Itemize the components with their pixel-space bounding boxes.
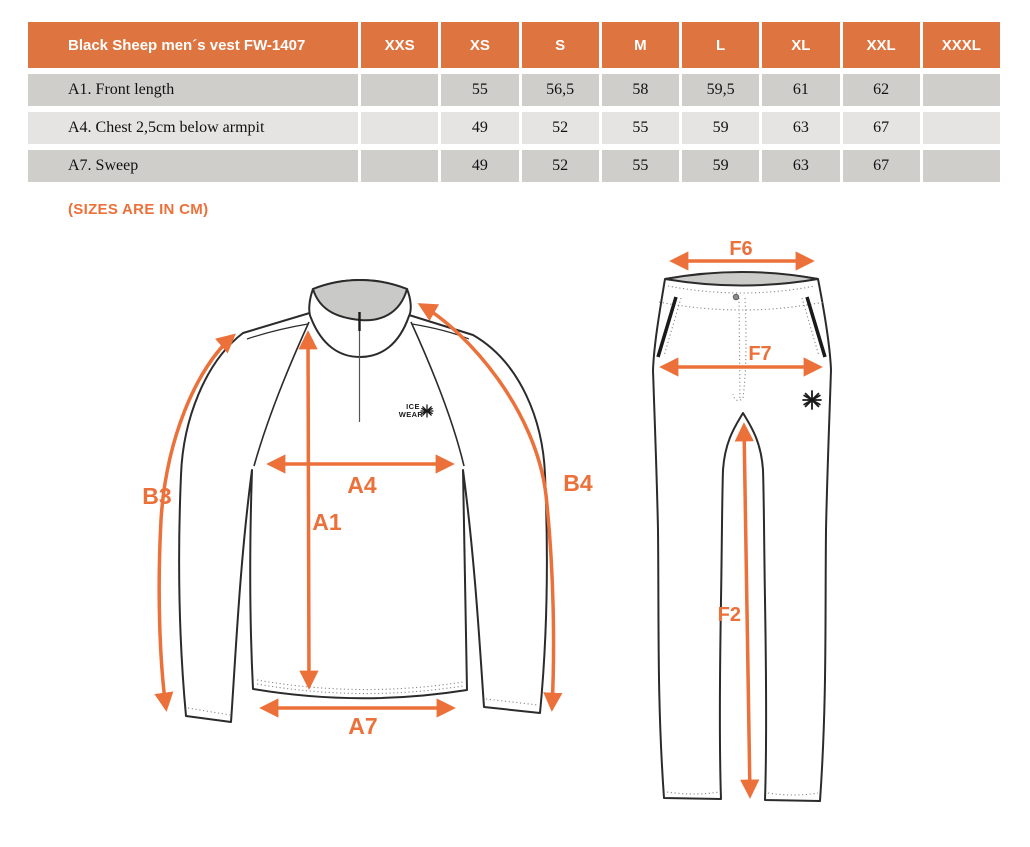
value-cell: 62 bbox=[843, 74, 920, 106]
a7-label: A7 bbox=[348, 713, 378, 739]
value-cell bbox=[361, 150, 438, 182]
value-cell: 55 bbox=[602, 150, 679, 182]
row-label-a1: A1. Front length bbox=[28, 74, 358, 106]
value-cell: 63 bbox=[762, 150, 839, 182]
pants-outline bbox=[653, 273, 831, 802]
size-table bbox=[28, 22, 1000, 182]
table-title: Black Sheep men´s vest FW-1407 bbox=[28, 22, 358, 68]
size-header-xs: XS bbox=[441, 22, 518, 68]
value-cell bbox=[923, 150, 1000, 182]
size-header-xxxl: XXXL bbox=[923, 22, 1000, 68]
f7-label: F7 bbox=[748, 343, 772, 365]
value-cell: 61 bbox=[762, 74, 839, 106]
a1-label: A1 bbox=[312, 509, 342, 535]
snowflake-icon bbox=[803, 391, 821, 409]
b3-label: B3 bbox=[142, 483, 172, 509]
size-header-l: L bbox=[682, 22, 759, 68]
logo-text-wear: WEAR bbox=[398, 410, 424, 419]
pants-diagram bbox=[630, 235, 880, 825]
f2-inseam-arrow bbox=[744, 426, 750, 795]
b4-label: B4 bbox=[563, 470, 593, 496]
value-cell: 63 bbox=[762, 112, 839, 144]
logo-text-ice: ICE bbox=[406, 402, 420, 411]
size-header-xl: XL bbox=[762, 22, 839, 68]
value-cell: 67 bbox=[843, 112, 920, 144]
value-cell: 52 bbox=[522, 150, 599, 182]
value-cell: 55 bbox=[602, 112, 679, 144]
size-header-xxs: XXS bbox=[361, 22, 438, 68]
value-cell: 67 bbox=[843, 150, 920, 182]
value-cell: 58 bbox=[602, 74, 679, 106]
f2-label: F2 bbox=[717, 604, 741, 626]
value-cell bbox=[923, 112, 1000, 144]
value-cell: 55 bbox=[441, 74, 518, 106]
a1-front-length-arrow bbox=[308, 334, 309, 686]
waist-button bbox=[733, 294, 739, 300]
value-cell: 49 bbox=[441, 150, 518, 182]
sizes-note: (SIZES ARE IN CM) bbox=[68, 201, 209, 218]
value-cell: 59,5 bbox=[682, 74, 759, 106]
value-cell: 49 bbox=[441, 112, 518, 144]
value-cell bbox=[923, 74, 1000, 106]
size-header-xxl: XXL bbox=[843, 22, 920, 68]
value-cell bbox=[361, 112, 438, 144]
value-cell: 59 bbox=[682, 150, 759, 182]
value-cell bbox=[361, 74, 438, 106]
row-label-a7: A7. Sweep bbox=[28, 150, 358, 182]
a4-label: A4 bbox=[347, 472, 377, 498]
f6-label: F6 bbox=[729, 238, 753, 260]
value-cell: 56,5 bbox=[522, 74, 599, 106]
row-label-a4: A4. Chest 2,5cm below armpit bbox=[28, 112, 358, 144]
value-cell: 52 bbox=[522, 112, 599, 144]
value-cell: 59 bbox=[682, 112, 759, 144]
size-header-m: M bbox=[602, 22, 679, 68]
sweater-diagram bbox=[140, 262, 620, 762]
snowflake-icon bbox=[421, 405, 433, 417]
size-header-s: S bbox=[522, 22, 599, 68]
